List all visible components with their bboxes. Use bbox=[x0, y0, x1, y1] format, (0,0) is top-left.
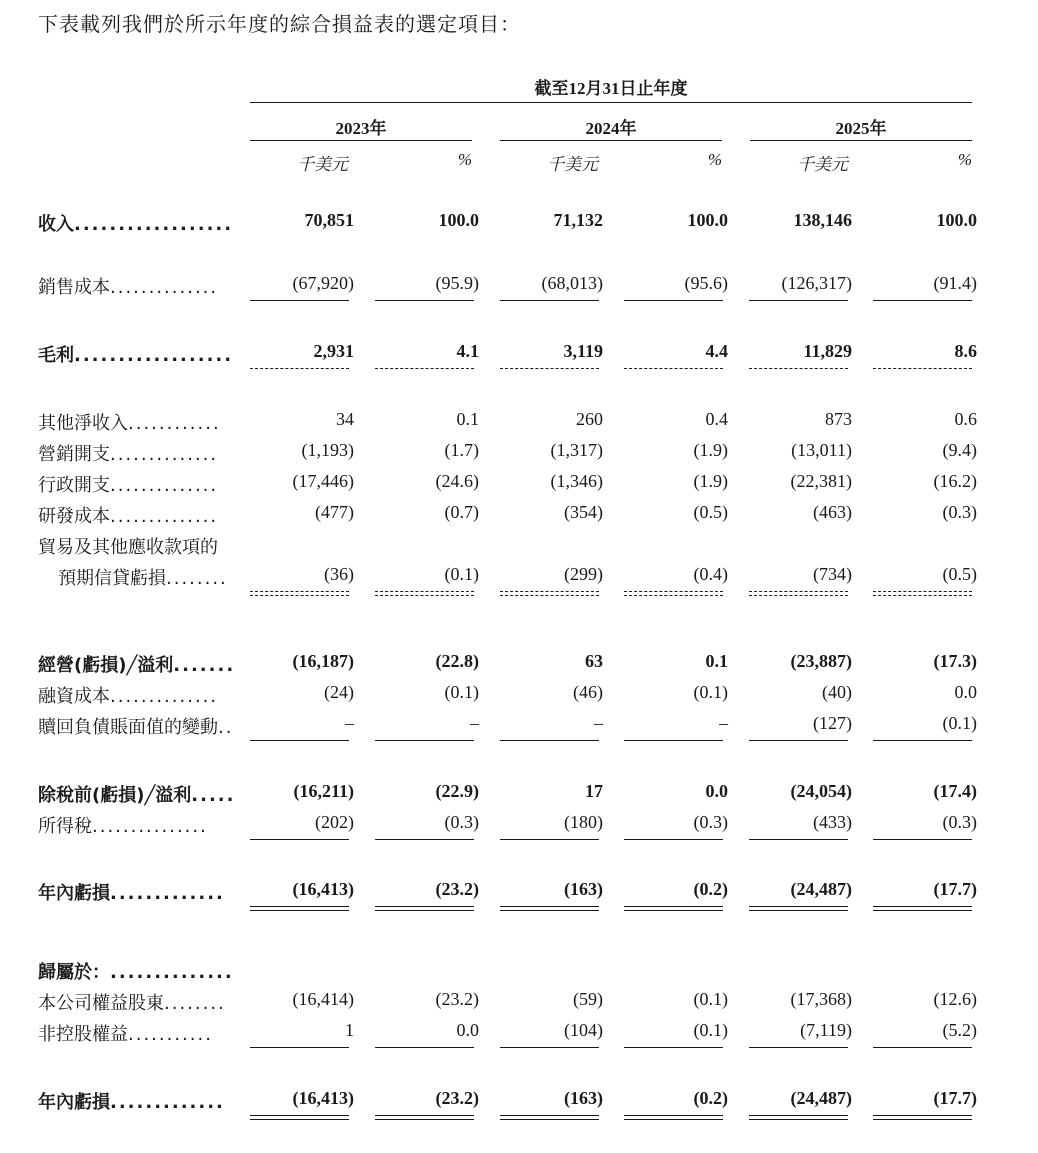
row-label-text: 本公司權益股東 bbox=[38, 993, 164, 1014]
percent-cell: (95.6) bbox=[684, 273, 728, 293]
amount-cell: (202) bbox=[315, 812, 354, 832]
percent-cell: (12.6) bbox=[933, 989, 977, 1009]
percent-cell: 100.0 bbox=[687, 210, 728, 230]
amount-cell: (16,414) bbox=[292, 989, 354, 1009]
amount-cell: (163) bbox=[564, 879, 603, 899]
percent-cell: (17.3) bbox=[933, 651, 977, 671]
percent-cell: (0.2) bbox=[693, 879, 728, 899]
percent-cell: (0.3) bbox=[942, 812, 977, 832]
amount-cell: 2,931 bbox=[313, 341, 354, 361]
percent-cell: – bbox=[470, 713, 479, 733]
period-header: 截至12月31日止年度 bbox=[534, 79, 688, 98]
underline-rule bbox=[873, 906, 972, 907]
percent-cell: (17.7) bbox=[933, 1088, 977, 1108]
percent-cell: (0.1) bbox=[444, 564, 479, 584]
percent-cell: (23.2) bbox=[435, 989, 479, 1009]
leader-dots: ............. bbox=[110, 1092, 225, 1113]
table-row bbox=[0, 651, 1038, 681]
leader-dots: .................. bbox=[74, 214, 234, 235]
row-label-text: 經營(虧損)╱溢利 bbox=[38, 655, 174, 676]
underline-rule bbox=[624, 839, 723, 840]
amount-cell: 260 bbox=[576, 409, 603, 429]
underline-rule bbox=[873, 595, 972, 596]
underline-rule bbox=[500, 910, 599, 911]
amount-cell: (46) bbox=[573, 682, 603, 702]
table-row bbox=[0, 502, 1038, 532]
amount-cell: (163) bbox=[564, 1088, 603, 1108]
amount-cell: (463) bbox=[813, 502, 852, 522]
amount-cell: (16,413) bbox=[292, 879, 354, 899]
underline-rule bbox=[250, 368, 349, 369]
percent-cell: 4.4 bbox=[705, 341, 728, 361]
amount-cell: (16,211) bbox=[293, 781, 354, 801]
row-label-text: 收入 bbox=[38, 214, 74, 235]
underline-rule bbox=[873, 1047, 972, 1048]
row-label bbox=[38, 273, 218, 299]
amount-cell: (22,381) bbox=[790, 471, 852, 491]
percent-cell: (22.8) bbox=[435, 651, 479, 671]
row-label bbox=[38, 1020, 213, 1046]
amount-cell: (24,487) bbox=[790, 1088, 852, 1108]
row-label-text: 年內虧損 bbox=[38, 883, 110, 904]
amount-cell: (126,317) bbox=[781, 273, 852, 293]
underline-rule bbox=[873, 591, 972, 592]
row-label bbox=[38, 713, 233, 739]
underline-rule bbox=[250, 300, 349, 301]
table-row bbox=[0, 989, 1038, 1019]
underline-rule bbox=[250, 910, 349, 911]
percent-cell: (0.5) bbox=[693, 502, 728, 522]
leader-dots: .............. bbox=[110, 475, 219, 496]
leader-dots: .............. bbox=[110, 686, 219, 707]
percent-cell: (0.4) bbox=[693, 564, 728, 584]
percent-cell: (17.7) bbox=[933, 879, 977, 899]
underline-rule bbox=[500, 591, 599, 592]
underline-rule bbox=[624, 906, 723, 907]
amount-cell: 34 bbox=[336, 409, 354, 429]
underline-rule bbox=[749, 910, 848, 911]
underline-rule bbox=[749, 1115, 848, 1116]
percent-cell: 100.0 bbox=[936, 210, 977, 230]
percent-cell: 0.0 bbox=[705, 781, 728, 801]
year-2024-header: 2024年 bbox=[585, 119, 637, 138]
underline-rule bbox=[624, 591, 723, 592]
row-label-text: 除稅前(虧損)╱溢利 bbox=[38, 785, 192, 806]
leader-dots: .................. bbox=[74, 345, 234, 366]
row-label-text: 營銷開支 bbox=[38, 444, 110, 465]
percent-cell: (0.3) bbox=[693, 812, 728, 832]
table-row bbox=[0, 879, 1038, 909]
underline-rule bbox=[250, 839, 349, 840]
leader-dots: ............ bbox=[128, 413, 221, 434]
leader-dots: ........... bbox=[128, 1024, 213, 1045]
percent-cell: (17.4) bbox=[933, 781, 977, 801]
row-label-text: 貿易及其他應收款項的 bbox=[38, 537, 218, 558]
header-rule bbox=[250, 102, 972, 103]
row-label bbox=[38, 341, 233, 367]
row-label-text: 非控股權益 bbox=[38, 1024, 128, 1045]
percent-cell: 4.1 bbox=[456, 341, 479, 361]
percent-cell: (1.7) bbox=[444, 440, 479, 460]
percent-cell: 0.0 bbox=[954, 682, 977, 702]
underline-rule bbox=[624, 1115, 723, 1116]
row-label-text: 行政開支 bbox=[38, 475, 110, 496]
row-label bbox=[38, 989, 226, 1015]
underline-rule bbox=[500, 1047, 599, 1048]
table-row bbox=[0, 781, 1038, 811]
unit-amount: 千美元 bbox=[797, 155, 848, 174]
percent-cell: 100.0 bbox=[438, 210, 479, 230]
percent-cell: – bbox=[719, 713, 728, 733]
underline-rule bbox=[375, 910, 474, 911]
amount-cell: (1,346) bbox=[550, 471, 603, 491]
percent-cell: (0.1) bbox=[693, 989, 728, 1009]
amount-cell: (16,187) bbox=[292, 651, 354, 671]
amount-cell: (104) bbox=[564, 1020, 603, 1040]
percent-cell: (0.3) bbox=[444, 812, 479, 832]
underline-rule bbox=[500, 839, 599, 840]
unit-amount: 千美元 bbox=[547, 155, 598, 174]
underline-rule bbox=[873, 839, 972, 840]
row-label bbox=[38, 533, 218, 559]
percent-cell: (1.9) bbox=[693, 440, 728, 460]
leader-dots: .............. bbox=[110, 444, 219, 465]
percent-cell: (0.1) bbox=[693, 1020, 728, 1040]
underline-rule bbox=[873, 368, 972, 369]
row-label bbox=[38, 651, 235, 677]
amount-cell: (1,193) bbox=[301, 440, 354, 460]
underline-rule bbox=[749, 1047, 848, 1048]
amount-cell: 70,851 bbox=[304, 210, 354, 230]
row-label-text: 預期信貸虧損 bbox=[58, 568, 166, 589]
underline-rule bbox=[749, 595, 848, 596]
amount-cell: 63 bbox=[585, 651, 603, 671]
year-2023-header: 2023年 bbox=[335, 119, 387, 138]
underline-rule bbox=[749, 839, 848, 840]
percent-cell: (91.4) bbox=[933, 273, 977, 293]
underline-rule bbox=[749, 906, 848, 907]
amount-cell: (299) bbox=[564, 564, 603, 584]
amount-cell: 138,146 bbox=[793, 210, 852, 230]
amount-cell: (17,368) bbox=[790, 989, 852, 1009]
underline-rule bbox=[500, 740, 599, 741]
row-label-text: 其他淨收入 bbox=[38, 413, 128, 434]
underline-rule bbox=[873, 910, 972, 911]
underline-rule bbox=[749, 591, 848, 592]
underline-rule bbox=[749, 1119, 848, 1120]
percent-cell: (9.4) bbox=[942, 440, 977, 460]
underline-rule bbox=[624, 910, 723, 911]
amount-cell: (24,487) bbox=[790, 879, 852, 899]
underline-rule bbox=[250, 591, 349, 592]
underline-rule bbox=[250, 1115, 349, 1116]
underline-rule bbox=[624, 1047, 723, 1048]
percent-cell: (0.5) bbox=[942, 564, 977, 584]
amount-cell: – bbox=[345, 713, 354, 733]
row-label bbox=[38, 471, 218, 497]
unit-percent: % bbox=[457, 150, 472, 169]
intro-text: 下表載列我們於所示年度的綜合損益表的選定項目： bbox=[38, 14, 521, 36]
amount-cell: (36) bbox=[324, 564, 354, 584]
underline-rule bbox=[873, 1115, 972, 1116]
amount-cell: (433) bbox=[813, 812, 852, 832]
underline-rule bbox=[873, 300, 972, 301]
underline-rule bbox=[624, 1119, 723, 1120]
unit-percent: % bbox=[707, 150, 722, 169]
percent-cell: (23.2) bbox=[435, 879, 479, 899]
underline-rule bbox=[500, 1119, 599, 1120]
percent-cell: (0.3) bbox=[942, 502, 977, 522]
percent-cell: (16.2) bbox=[933, 471, 977, 491]
underline-rule bbox=[624, 368, 723, 369]
leader-dots: .............. bbox=[110, 277, 219, 298]
row-label bbox=[38, 812, 208, 838]
underline-rule bbox=[873, 740, 972, 741]
amount-cell: (180) bbox=[564, 812, 603, 832]
row-label-text: 融資成本 bbox=[38, 686, 110, 707]
amount-cell: (24,054) bbox=[790, 781, 852, 801]
underline-rule bbox=[375, 740, 474, 741]
percent-cell: (0.1) bbox=[444, 682, 479, 702]
leader-dots: ............. bbox=[110, 883, 225, 904]
leader-dots: .............. bbox=[110, 962, 234, 983]
percent-cell: (1.9) bbox=[693, 471, 728, 491]
percent-cell: (5.2) bbox=[942, 1020, 977, 1040]
row-label bbox=[38, 440, 218, 466]
underline-rule bbox=[250, 1047, 349, 1048]
row-label bbox=[38, 1088, 225, 1114]
amount-cell: (24) bbox=[324, 682, 354, 702]
table-row bbox=[0, 564, 1038, 594]
table-row bbox=[0, 409, 1038, 439]
row-label bbox=[38, 781, 236, 807]
percent-cell: 0.1 bbox=[705, 651, 728, 671]
amount-cell: 11,829 bbox=[803, 341, 852, 361]
underline-rule bbox=[250, 906, 349, 907]
amount-cell: 873 bbox=[825, 409, 852, 429]
leader-dots: .. bbox=[218, 717, 234, 738]
amount-cell: (734) bbox=[813, 564, 852, 584]
underline-rule bbox=[624, 300, 723, 301]
underline-rule bbox=[500, 368, 599, 369]
row-label-text: 贖回負債賬面值的變動 bbox=[38, 717, 218, 738]
row-label-text: 所得稅 bbox=[38, 816, 92, 837]
underline-rule bbox=[375, 906, 474, 907]
row-label-text: 歸屬於： bbox=[38, 962, 110, 983]
percent-cell: 0.1 bbox=[456, 409, 479, 429]
table-row bbox=[0, 273, 1038, 303]
amount-cell: 71,132 bbox=[553, 210, 603, 230]
amount-cell: 3,119 bbox=[563, 341, 603, 361]
row-label bbox=[38, 210, 233, 236]
table-row bbox=[0, 341, 1038, 371]
underline-rule bbox=[375, 595, 474, 596]
underline-rule bbox=[375, 1047, 474, 1048]
amount-cell: (17,446) bbox=[292, 471, 354, 491]
row-label-text: 毛利 bbox=[38, 345, 74, 366]
amount-cell: (1,317) bbox=[550, 440, 603, 460]
underline-rule bbox=[500, 300, 599, 301]
underline-rule bbox=[749, 740, 848, 741]
table-row bbox=[0, 713, 1038, 743]
amount-cell: – bbox=[594, 713, 603, 733]
amount-cell: (127) bbox=[813, 713, 852, 733]
amount-cell: (67,920) bbox=[292, 273, 354, 293]
underline-rule bbox=[375, 591, 474, 592]
underline-rule bbox=[250, 740, 349, 741]
table-row bbox=[0, 682, 1038, 712]
underline-rule bbox=[624, 740, 723, 741]
percent-cell: (0.2) bbox=[693, 1088, 728, 1108]
underline-rule bbox=[749, 300, 848, 301]
underline-rule bbox=[500, 595, 599, 596]
table-row bbox=[0, 210, 1038, 240]
percent-cell: 8.6 bbox=[954, 341, 977, 361]
year-rule bbox=[500, 140, 722, 141]
amount-cell: (68,013) bbox=[541, 273, 603, 293]
underline-rule bbox=[375, 839, 474, 840]
row-label bbox=[58, 564, 228, 590]
percent-cell: (95.9) bbox=[435, 273, 479, 293]
underline-rule bbox=[375, 300, 474, 301]
percent-cell: 0.4 bbox=[705, 409, 728, 429]
percent-cell: (0.1) bbox=[942, 713, 977, 733]
row-label-text: 研發成本 bbox=[38, 506, 110, 527]
row-label bbox=[38, 502, 218, 528]
amount-cell: (40) bbox=[822, 682, 852, 702]
percent-cell: (24.6) bbox=[435, 471, 479, 491]
underline-rule bbox=[749, 368, 848, 369]
underline-rule bbox=[500, 1115, 599, 1116]
underline-rule bbox=[624, 595, 723, 596]
table-row bbox=[0, 812, 1038, 842]
leader-dots: ..... bbox=[191, 785, 236, 806]
year-rule bbox=[250, 140, 472, 141]
underline-rule bbox=[250, 595, 349, 596]
amount-cell: 17 bbox=[585, 781, 603, 801]
row-label bbox=[38, 958, 234, 984]
percent-cell: (0.7) bbox=[444, 502, 479, 522]
row-label bbox=[38, 409, 221, 435]
table-row bbox=[0, 1088, 1038, 1118]
year-rule bbox=[750, 140, 972, 141]
leader-dots: ........ bbox=[166, 568, 228, 589]
percent-cell: (0.1) bbox=[693, 682, 728, 702]
amount-cell: (13,011) bbox=[791, 440, 852, 460]
unit-percent: % bbox=[957, 150, 972, 169]
percent-cell: (22.9) bbox=[435, 781, 479, 801]
underline-rule bbox=[375, 368, 474, 369]
table-row bbox=[0, 958, 1038, 988]
amount-cell: 1 bbox=[345, 1020, 354, 1040]
unit-amount: 千美元 bbox=[297, 155, 348, 174]
percent-cell: (23.2) bbox=[435, 1088, 479, 1108]
leader-dots: ....... bbox=[173, 655, 236, 676]
row-label-text: 年內虧損 bbox=[38, 1092, 110, 1113]
row-label bbox=[38, 879, 225, 905]
year-2025-header: 2025年 bbox=[835, 119, 887, 138]
underline-rule bbox=[375, 1115, 474, 1116]
underline-rule bbox=[500, 906, 599, 907]
percent-cell: 0.6 bbox=[954, 409, 977, 429]
table-row bbox=[0, 1020, 1038, 1050]
underline-rule bbox=[375, 1119, 474, 1120]
percent-cell: 0.0 bbox=[456, 1020, 479, 1040]
table-row bbox=[0, 440, 1038, 470]
amount-cell: (59) bbox=[573, 989, 603, 1009]
leader-dots: ............... bbox=[92, 816, 208, 837]
underline-rule bbox=[250, 1119, 349, 1120]
amount-cell: (23,887) bbox=[790, 651, 852, 671]
amount-cell: (477) bbox=[315, 502, 354, 522]
amount-cell: (7,119) bbox=[800, 1020, 852, 1040]
row-label-text: 銷售成本 bbox=[38, 277, 110, 298]
leader-dots: .............. bbox=[110, 506, 219, 527]
amount-cell: (16,413) bbox=[292, 1088, 354, 1108]
row-label bbox=[38, 682, 218, 708]
underline-rule bbox=[873, 1119, 972, 1120]
table-row bbox=[0, 533, 1038, 563]
amount-cell: (354) bbox=[564, 502, 603, 522]
table-row bbox=[0, 471, 1038, 501]
leader-dots: ........ bbox=[164, 993, 226, 1014]
